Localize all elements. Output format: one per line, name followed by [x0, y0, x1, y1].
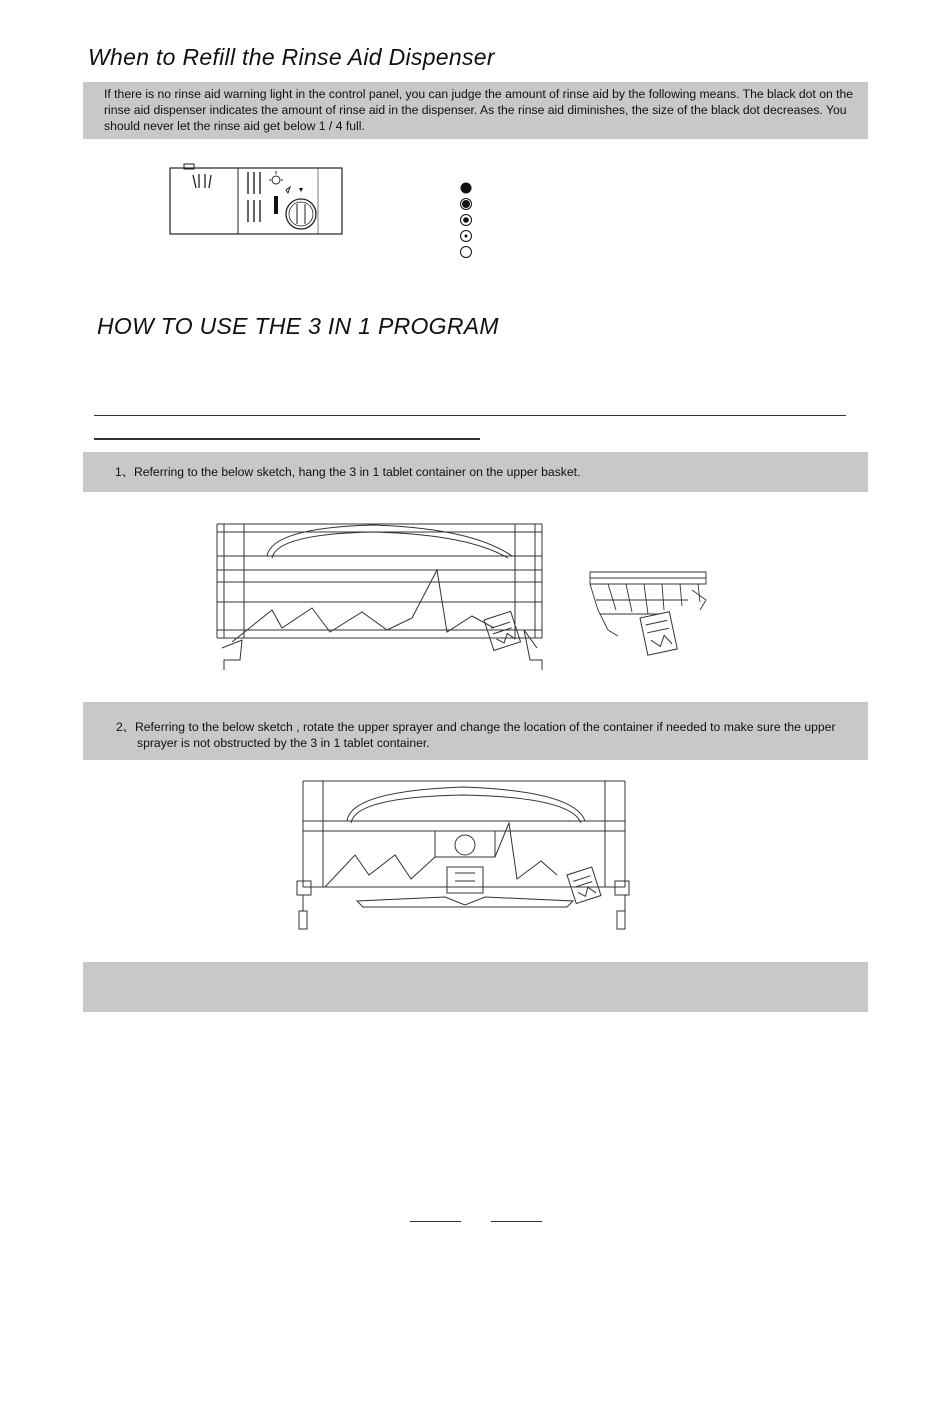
bottom-rule-right: [491, 1221, 542, 1222]
section-title-refill: When to Refill the Rinse Aid Dispenser: [88, 44, 495, 70]
rinse-aid-dispenser-icon: [168, 160, 348, 240]
level-half-icon: [461, 215, 472, 226]
level-full-icon: [461, 183, 472, 194]
upper-sprayer-sketch: [295, 775, 635, 935]
empty-info-band: [83, 962, 868, 1012]
level-empty-icon: [461, 247, 472, 258]
basket-container-detail: [588, 570, 713, 675]
refill-body-text: If there is no rinse aid warning light in the control panel, you can judge the amount of rinse aid by the following means. The black dot on the rinse aid dispenser indicates the amount of rinse aid in the dispenser. As the rinse aid diminishes, the size of the black dot decreases. You should never let the rinse aid get below 1 / 4 full.: [104, 87, 854, 133]
step2-band: [83, 702, 868, 760]
divider-line-short: [94, 438, 480, 440]
step1-text: 1、Referring to the below sketch, hang the 3 in 1 tablet container on the upper basket.: [115, 465, 581, 479]
step2-text: 2、Referring to the below sketch , rotate the upper sprayer and change the location of the container if needed to make sure the upper sprayer is not obstructed by the 3 in 1 tablet container.: [116, 720, 836, 750]
bottom-rule-left: [410, 1221, 461, 1222]
rinse-level-indicators: [458, 180, 478, 260]
level-quarter-icon: [461, 231, 472, 242]
step1-band: [83, 452, 868, 492]
divider-line-long: [94, 415, 846, 416]
section-title-3in1: HOW TO USE THE 3 IN 1 PROGRAM: [97, 313, 499, 339]
refill-info-band: [83, 82, 868, 139]
level-three-quarter-icon: [461, 199, 472, 210]
upper-basket-sketch: [212, 520, 557, 675]
